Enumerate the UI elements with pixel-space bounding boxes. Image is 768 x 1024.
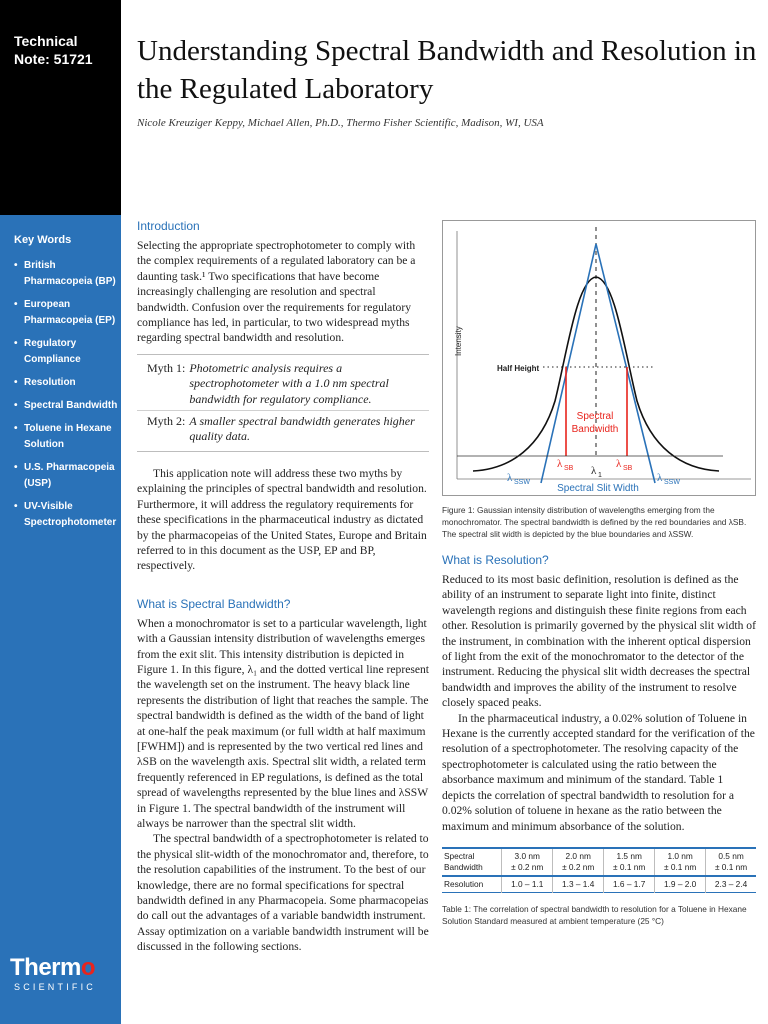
myth-label: Myth 2: — [147, 414, 186, 429]
table-cell: 1.3 – 1.4 — [553, 876, 604, 893]
spectral-bandwidth-heading: What is Spectral Bandwidth? — [137, 596, 291, 611]
table-header-cell — [655, 848, 706, 876]
lambda-ssw-left-symbol: λ — [507, 472, 513, 484]
myths-box — [137, 354, 429, 452]
myth-item — [137, 358, 429, 410]
table-row — [442, 876, 756, 893]
table-1-caption: Table 1: The correlation of spectral bandwidth to resolution for a Toluene in Hexane Solution Standard measured at ambient temperature (25 °C) — [442, 903, 747, 926]
keyword-item: • British Pharmacopeia (BP) — [14, 258, 118, 290]
myth-text: Photometric analysis requires a spectrophotometer with a 1.0 nm spectral bandwidth for regulatory compliance. — [189, 360, 389, 406]
logo-main-text: Therm — [10, 954, 81, 981]
lambda1-symbol: λ — [591, 465, 597, 477]
bandwidth-value: 0.5 nm — [718, 850, 744, 861]
table-cell: 1.0 – 1.1 — [502, 876, 553, 893]
figure-1-caption: Figure 1: Gaussian intensity distribution of wavelengths emerging from the monochromator. The spectral bandwidth is defined by the red boundaries and λSB. The spectral slit width is depicted by the blue boundaries and λSSW. — [442, 505, 747, 539]
spectral-bandwidth-label-line2: Bandwidth — [571, 424, 619, 435]
logo-accent-letter: o — [80, 954, 96, 981]
table-cell: 1.6 – 1.7 — [604, 876, 655, 893]
lambda-ssw-right-symbol: λ — [657, 472, 663, 484]
technical-note-line1: Technical — [14, 33, 78, 49]
technical-note-label — [14, 32, 93, 68]
keyword-item: • Regulatory Compliance — [14, 336, 118, 368]
lambda-ssw-left-subscript: SSW — [514, 479, 530, 486]
technical-note-number: Note: 51721 — [14, 51, 93, 67]
left-column — [137, 218, 429, 955]
keyword-item: • U.S. Pharmacopeia (USP) — [14, 460, 118, 492]
bandwidth-tolerance: ± 0.2 nm — [511, 861, 544, 872]
keywords-title: Key Words — [14, 234, 72, 246]
table-header-cell — [706, 848, 756, 876]
resolution-heading: What is Resolution? — [442, 553, 549, 567]
right-column — [442, 220, 756, 927]
table-row-header — [442, 848, 502, 876]
bandwidth-tolerance: ± 0.1 nm — [613, 861, 646, 872]
lambda-ssw-right-subscript: SSW — [664, 479, 680, 486]
table-header-cell — [604, 848, 655, 876]
introduction-heading: Introduction — [137, 219, 200, 233]
keyword-item: • Resolution — [14, 375, 118, 391]
bandwidth-tolerance: ± 0.1 nm — [664, 861, 697, 872]
myth-label: Myth 1: — [147, 360, 186, 375]
bandwidth-value: 2.0 nm — [565, 850, 591, 861]
lambda-sb-right-subscript: SB — [623, 465, 633, 472]
authors-line: Nicole Kreuziger Keppy, Michael Allen, Ph.D., Thermo Fisher Scientific, Madison, WI, USA — [137, 117, 544, 129]
lambda1-subscript: 1 — [598, 472, 602, 479]
table-header-row — [442, 848, 756, 876]
table-header-cell — [502, 848, 553, 876]
keywords-list — [14, 258, 118, 538]
bandwidth-value: 1.0 nm — [667, 850, 693, 861]
table-1-bandwidth-resolution — [442, 847, 756, 893]
keyword-item: • Spectral Bandwidth — [14, 398, 118, 414]
table-header-line: Bandwidth — [444, 861, 483, 872]
bandwidth-value: 3.0 nm — [514, 850, 540, 861]
myth-text: A smaller spectral bandwidth generates higher quality data. — [189, 414, 415, 444]
half-height-label: Half Height — [497, 364, 540, 373]
keyword-item: • UV-Visible Spectrophotometer — [14, 499, 118, 531]
table-cell: 1.9 – 2.0 — [655, 876, 706, 893]
intensity-axis-label: Intensity — [454, 326, 463, 356]
bandwidth-tolerance: ± 0.2 nm — [562, 861, 595, 872]
keyword-item: • Toluene in Hexane Solution — [14, 421, 118, 453]
spectral-slit-width-label: Spectral Slit Width — [557, 483, 639, 494]
keyword-item: • European Pharmacopeia (EP) — [14, 297, 118, 329]
figure-1-gaussian-diagram — [442, 220, 756, 496]
lambda-sb-right-symbol: λ — [616, 458, 622, 470]
logo-sub-text: SCIENTIFIC — [14, 982, 97, 992]
table-row-header: Resolution — [444, 878, 484, 889]
introduction-paragraph: This application note will address these two myths by explaining the principles of spectral bandwidth and resolution. Furthermore, it will address the regulatory requirements for these specifications in the pharmaceutical industry as dictated by the pharmacopeias of the United States, Europe and Britain referred to in this document as the USP, EP and BP, respectively. — [137, 466, 427, 573]
lambda-sb-left-symbol: λ — [557, 458, 563, 470]
introduction-paragraph: Selecting the appropriate spectrophotometer to comply with the complex requirements of a regulated laboratory can be a daunting task.¹ Two specifications that have become increasingly challenging are resolution and spectral bandwidth. Confusion over the requirements for regulatory compliance has led, in particular, to two widespread myths regarding spectral bandwidth and resolution. — [137, 239, 416, 345]
lambda-sb-left-subscript: SB — [564, 465, 574, 472]
table-cell: 2.3 – 2.4 — [706, 876, 756, 893]
gaussian-diagram-svg — [443, 221, 755, 495]
page-title: Understanding Spectral Bandwidth and Resolution in the Regulated Laboratory — [137, 35, 757, 105]
body-paragraph: Reduced to its most basic definition, resolution is defined as the ability of an instrument to separate light into finite, distinct wavelength regions and distinguish these finite regions from each other. Resolution is primarily governed by the physical slit width of the instrument, in combination with the inherent optical dispersion of light from the exit of the monochromator to the detector of the instrument. Reducing the physical slit width decreases the spectral bandwidth and improves the ability of the instrument to resolve closely spaced peaks. — [442, 573, 756, 710]
table-header-cell — [553, 848, 604, 876]
body-paragraph: When a monochromator is set to a particular wavelength, light with a Gaussian intensity distribution of wavelengths emerges from the exit slit. This intensity distribution is depicted in Figure 1. In this figure, λ₁ and the dotted vertical line represent the wavelength set on the instrument. The heavy black line represents the distribution of light that reaches the sample. The spectral bandwidth is defined as the width of the band of light at one-half the peak maximum (or full width at half maximum [FWHM]) and is represented by the two vertical red lines and λSB on the wavelength axis. Spectral slit width, a related term frequently referenced in EP regulations, is defined as the total spread of wavelengths represented by the blue lines and λSSW in Figure 1. The spectral bandwidth of the instrument will always be narrower than the spectral slit width. — [137, 616, 430, 830]
bandwidth-value: 1.5 nm — [616, 850, 642, 861]
myth-item — [137, 410, 429, 448]
bandwidth-tolerance: ± 0.1 nm — [714, 861, 748, 872]
spectral-bandwidth-label-line1: Spectral — [576, 411, 614, 422]
spectral-slit-width-blue-lines — [541, 244, 655, 483]
thermo-scientific-logo — [10, 956, 96, 992]
table-header-line: Spectral — [444, 850, 475, 861]
body-paragraph: In the pharmaceutical industry, a 0.02% solution of Toluene in Hexane is the currently accepted standard for the verification of the resolution of a spectrophotometer. The resolving capacity of the spectrophotometer is calculated using the ratio between the absorbance maximum and minimum of the standard. Table 1 depicts the correlation of spectral bandwidth to resolution for a 0.02% solution of toluene in hexane as the ratio between the maximum and minimum absorbance of the solution. — [442, 711, 755, 833]
body-paragraph: The spectral bandwidth of a spectrophotometer is related to the physical slit-width of the monochromator and, therefore, to the resolution capabilities of the instrument. To the best of our knowledge, there are no formal specifications for spectral bandwidth defined in any Pharmacopeia. Some pharmacopeias do call out the advantages of a variable bandwidth instrument. Assay optimization on a variable bandwidth instrument will be discussed in the following sections. — [137, 832, 429, 954]
